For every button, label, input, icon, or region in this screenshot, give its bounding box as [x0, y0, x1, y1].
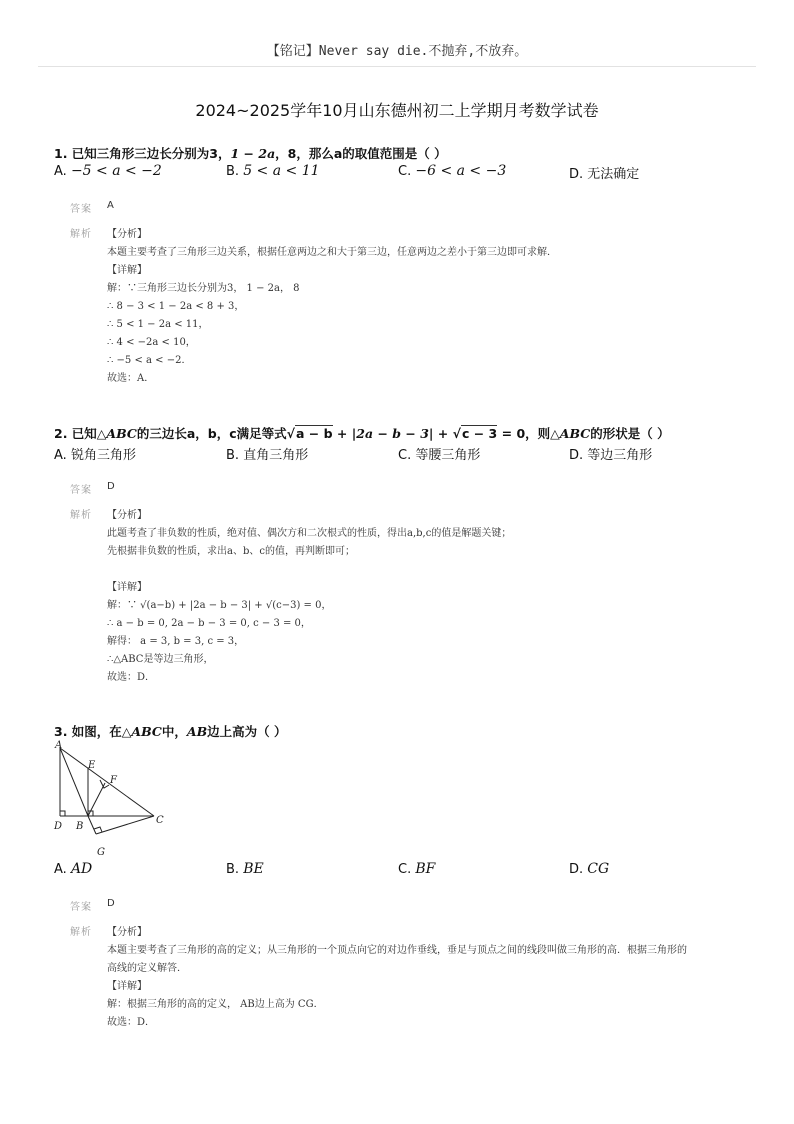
q2-stem: 2. 已知△ABC的三边长a，b，c满足等式√a − b + |2a − b − 3| + √c − 3 = 0，则△ABC的形状是（ ） — [54, 426, 670, 441]
q2-analysis-line: 解：∵ √(a−b) + |2a − b − 3| + √(c−3) = 0， — [107, 600, 332, 611]
q2-analysis-line: 【详解】 — [107, 582, 147, 593]
triangle-figure — [50, 738, 175, 860]
right-angle-d — [60, 811, 65, 816]
q2-analysis-line: 故选：D． — [107, 672, 156, 683]
q3-option-b[interactable]: B. BE — [226, 861, 264, 877]
q2-option-c[interactable]: C. 等腰三角形 — [398, 448, 481, 463]
q3-analysis-line: 故选：D． — [107, 1017, 156, 1028]
q3-option-a[interactable]: A. AD — [54, 861, 93, 877]
q1-analysis-label: 解析 — [70, 229, 92, 240]
sqrt-radicand: a − b — [296, 426, 333, 441]
q3-answer: D — [107, 898, 115, 909]
q1-analysis-line: 故选：A． — [107, 373, 155, 384]
segment-cg — [96, 816, 154, 834]
label-g: G — [97, 847, 105, 858]
sqrt-radicand: c − 3 — [461, 426, 498, 441]
q1-analysis-line: 【分析】 — [107, 229, 147, 240]
q2-option-d[interactable]: D. 等边三角形 — [569, 448, 653, 463]
q2-analysis-line: 先根据非负数的性质，求出a、b、c的值，再判断即可； — [107, 546, 355, 557]
q1-analysis-line: 本题主要考查了三角形三边关系，根据任意两边之和大于第三边，任意两边之差小于第三边即可求解． — [107, 247, 557, 258]
q3-answer-label: 答案 — [70, 902, 92, 913]
q1-option-a[interactable]: A. −5 < a < −2 — [54, 163, 162, 179]
q1-stem: 1. 已知三角形三边长分别为3，1 − 2a，8，那么a的取值范围是（ ） — [54, 146, 447, 161]
q3-stem: 3. 如图，在△ABC中，AB边上高为（ ） — [54, 724, 287, 739]
motto: 【铭记】Never say die.不抛弃,不放弃。 — [266, 44, 528, 59]
segment-bg — [88, 816, 96, 834]
q2-analysis-line: ∴△ABC是等边三角形， — [107, 654, 214, 665]
q3-option-c[interactable]: C. BF — [398, 861, 436, 877]
q1-analysis-line: 【详解】 — [107, 265, 147, 276]
header-divider — [38, 66, 756, 67]
q2-analysis-line: 【分析】 — [107, 510, 147, 521]
q3-analysis-line: 【分析】 — [107, 927, 147, 938]
q2-option-b[interactable]: B. 直角三角形 — [226, 448, 309, 463]
q3-analysis-label: 解析 — [70, 927, 92, 938]
page-title: 2024~2025学年10月山东德州初二上学期月考数学试卷 — [195, 101, 599, 120]
q3-analysis-line: 本题主要考查了三角形的高的定义；从三角形的一个顶点向它的对边作垂线，垂足与顶点之间的线段叫做三角形的高．根据三角形的 — [107, 945, 687, 956]
q1-analysis-line: ∴ 4 < −2a < 10， — [107, 337, 196, 348]
q1-option-d[interactable]: D. 无法确定 — [569, 167, 640, 182]
q2-analysis-line: ∴ a − b = 0, 2a − b − 3 = 0, c − 3 = 0， — [107, 618, 311, 629]
q1-answer: A — [107, 200, 114, 211]
q3-option-d[interactable]: D. CG — [569, 861, 610, 877]
q1-option-c[interactable]: C. −6 < a < −3 — [398, 163, 507, 179]
label-f: F — [110, 775, 117, 786]
label-c: C — [156, 815, 164, 826]
q3-analysis-line: 【详解】 — [107, 981, 147, 992]
label-e: E — [88, 760, 96, 771]
label-d: D — [54, 821, 63, 832]
q1-option-b[interactable]: B. 5 < a < 11 — [226, 163, 320, 179]
q1-analysis-line: 解：∵三角形三边长分别为3， 1 − 2a， 8 — [107, 283, 300, 294]
q1-analysis-line: ∴ −5 < a < −2． — [107, 355, 192, 366]
q1-answer-label: 答案 — [70, 204, 92, 215]
q3-analysis-line: 解：根据三角形的高的定义， AB边上高为 CG． — [107, 999, 324, 1010]
q2-analysis-line: 解得： a = 3, b = 3, c = 3， — [107, 636, 245, 647]
q2-option-a[interactable]: A. 锐角三角形 — [54, 448, 136, 463]
q3-analysis-line: 高线的定义解答． — [107, 963, 187, 974]
label-b: B — [76, 821, 84, 832]
q2-analysis-label: 解析 — [70, 510, 92, 521]
q2-answer-label: 答案 — [70, 485, 92, 496]
q1-analysis-line: ∴ 8 − 3 < 1 − 2a < 8 + 3， — [107, 301, 245, 312]
q2-answer: D — [107, 481, 115, 492]
label-a: A — [55, 740, 63, 751]
q2-analysis-line: 此题考查了非负数的性质，绝对值、偶次方和二次根式的性质，得出a,b,c的值是解题关键； — [107, 528, 512, 539]
q1-analysis-line: ∴ 5 < 1 − 2a < 11， — [107, 319, 209, 330]
